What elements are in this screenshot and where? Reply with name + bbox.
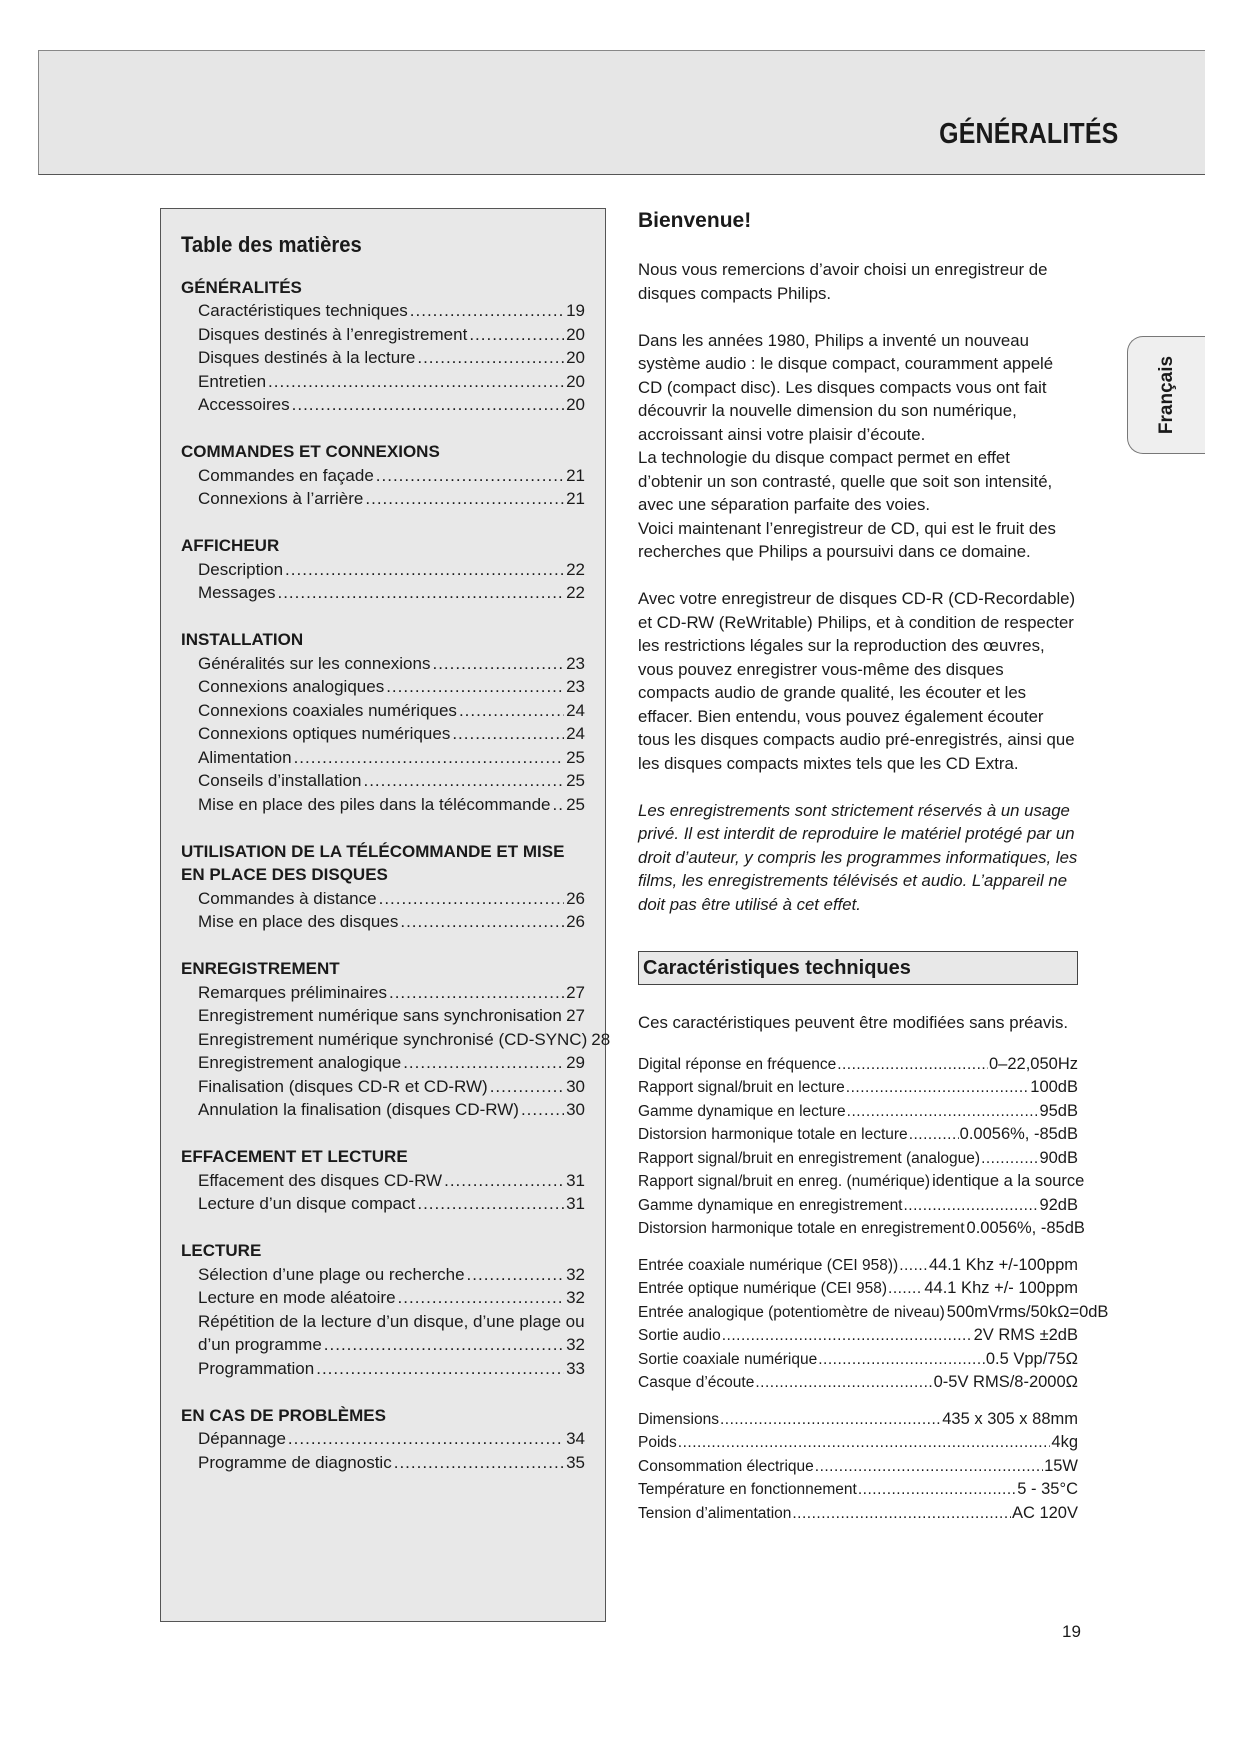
toc-entry-label: Généralités sur les connexions (198, 653, 431, 673)
toc-entry (181, 981, 585, 1005)
spec-leader (755, 1371, 932, 1395)
language-tab-label: Français (1155, 355, 1177, 435)
toc-entry (181, 1451, 585, 1475)
welcome-paragraph (638, 587, 1078, 775)
toc-entry (181, 1357, 585, 1381)
toc-entry-label: Enregistrement analogique (198, 1053, 402, 1072)
toc-entry (181, 1427, 585, 1451)
toc-entry-page: 21 (566, 489, 585, 508)
spec-value: 435 x 305 x 88mm (942, 1409, 1078, 1428)
specs-list (638, 1053, 1109, 1526)
spec-leader (722, 1324, 973, 1348)
toc-entry (181, 581, 585, 605)
toc-leader (444, 1169, 564, 1193)
toc-entry (181, 699, 585, 723)
toc-entry-label: Commandes en façade (198, 465, 374, 485)
toc-leader (452, 722, 564, 746)
toc-entry-label: Entretien (198, 371, 267, 391)
toc-entry-label: Enregistrement numérique sans synchronisation (198, 1006, 562, 1025)
table-of-contents (160, 208, 611, 1622)
spec-leader (837, 1053, 988, 1077)
spec-leader (818, 1348, 985, 1372)
welcome-sentence: Avec votre enregistreur de disques CD-R (CD-Recordable) et CD-RW (ReWritable) Philips, et à condition de respecter les restrictions légales sur la reproduction des œuvres, vous pouvez enregistrer vous-même des disques compacts audio de grande qualité, les écouter et les effacer. Bien entendu, vous pouvez également écouter tous les disques compacts audio pré-enregistrés, ainsi que les disques compacts mixtes tels que les CD Extra. (638, 589, 1076, 773)
spec-value: 0.0056%, -85dB (959, 1125, 1078, 1143)
spec-leader (858, 1478, 1016, 1502)
welcome-text (638, 258, 1078, 775)
welcome-sentence: Nous vous remercions d’avoir choisi un enregistreur de disques compacts Philips. (638, 260, 1048, 303)
spec-row (638, 1478, 1078, 1502)
toc-leader (379, 887, 564, 911)
toc-section-heading: EFFACEMENT ET LECTURE (181, 1147, 408, 1166)
header-band (38, 50, 1205, 175)
toc-entry-label: Messages (198, 583, 276, 602)
toc-entry-page: 33 (566, 1358, 585, 1378)
spec-group (638, 1408, 1078, 1526)
toc-leader (398, 1286, 565, 1310)
spec-label: Tension d’alimentation (638, 1504, 792, 1522)
spec-value: AC 120V (1011, 1503, 1078, 1522)
toc-leader (400, 910, 564, 934)
spec-row (638, 1431, 1078, 1455)
toc-entry (181, 1004, 585, 1028)
toc-entry-page: 25 (566, 771, 585, 790)
toc-entry-label: Caractéristiques techniques (198, 301, 408, 320)
toc-entry-page: 26 (566, 912, 585, 931)
spec-leader (847, 1100, 1039, 1124)
spec-value: 0.5 Vpp/75Ω (985, 1349, 1078, 1368)
toc-entry-label: Programme de diagnostic (198, 1452, 392, 1472)
toc-entry-label: Connexions à l’arrière (198, 489, 364, 508)
welcome-heading: Bienvenue! (638, 209, 752, 232)
spec-leader (904, 1194, 1039, 1218)
welcome-paragraph (638, 329, 1078, 564)
toc-entry-page: 30 (566, 1076, 585, 1096)
spec-value: 15W (1044, 1456, 1078, 1475)
spec-row (638, 1194, 1078, 1218)
toc-section-heading: LECTURE (181, 1241, 262, 1260)
toc-entry (181, 1051, 585, 1075)
spec-label: Gamme dynamique en enregistrement (638, 1196, 903, 1214)
spec-leader (909, 1123, 959, 1147)
toc-entry-label: Disques destinés à l’enregistrement (198, 324, 468, 344)
toc-leader (490, 1075, 564, 1099)
page-title: GÉNÉRALITÉS (938, 118, 1118, 150)
spec-row (638, 1502, 1078, 1526)
toc-entry (181, 299, 585, 323)
toc-entry (181, 323, 585, 347)
toc-entry (181, 1098, 585, 1122)
toc-entry-label: Connexions analogiques (198, 677, 385, 696)
spec-group (638, 1254, 1109, 1395)
toc-leader (467, 1263, 565, 1287)
toc-leader (288, 1427, 564, 1451)
toc-entry-page: 31 (566, 1170, 585, 1190)
toc-entry-label: Finalisation (disques CD-R et CD-RW) (198, 1076, 488, 1096)
spec-label: Distorsion harmonique totale en lecture (638, 1126, 908, 1143)
toc-entry-label: Lecture en mode aléatoire (198, 1288, 396, 1307)
spec-row (638, 1100, 1078, 1124)
toc-entry-page: 34 (566, 1429, 585, 1448)
toc-entry (181, 370, 585, 394)
spec-leader (846, 1076, 1029, 1100)
toc-sections (181, 276, 611, 1475)
toc-entry-page: 20 (566, 395, 585, 414)
spec-group (638, 1053, 1085, 1241)
toc-entry (181, 793, 585, 817)
toc-entry-page: 32 (566, 1288, 585, 1307)
toc-section (181, 957, 611, 1122)
toc-section (181, 440, 585, 511)
welcome-sentence: La technologie du disque compact permet en effet d’obtenir un son contrasté, quelle que soit son intensité, avec une séparation parfaite des voies. (638, 448, 1053, 514)
toc-entry-label: Conseils d’installation (198, 771, 362, 790)
spec-row (638, 1277, 1078, 1301)
toc-entry-page: 30 (566, 1100, 585, 1119)
toc-leader (316, 1357, 564, 1381)
welcome-sentence: Voici maintenant l’enregistreur de CD, qui est le fruit des recherches que Philips a poursuivi dans ce domaine. (638, 518, 1056, 561)
spec-leader (720, 1408, 941, 1432)
spec-value: 44.1 Khz +/-100ppm (928, 1255, 1078, 1274)
spec-value: 95dB (1039, 1101, 1078, 1120)
spec-value: 0.0056%, -85dB (966, 1219, 1085, 1237)
toc-section-heading: UTILISATION DE LA TÉLÉCOMMANDE ET MISE EN PLACE DES DISQUES (181, 841, 565, 884)
toc-entry-line (198, 1310, 585, 1334)
toc-leader (410, 299, 564, 323)
toc-entry (181, 769, 585, 793)
toc-leader (277, 581, 564, 605)
toc-entry-page: 20 (566, 348, 585, 367)
spec-row (638, 1348, 1078, 1372)
toc-entry-label: Connexions coaxiales numériques (198, 700, 457, 720)
toc-entry (181, 675, 585, 699)
spec-row (638, 1170, 1085, 1194)
toc-leader (285, 558, 564, 582)
spec-label: Rapport signal/bruit en enregistrement (analogue) (638, 1149, 981, 1167)
spec-value: 4kg (1051, 1433, 1078, 1451)
welcome-sentence: Dans les années 1980, Philips a inventé un nouveau système audio : le disque compact, couramment appelé CD (compact disc). Les disques compacts vous ont fait découvrir la nouvelle dimension du son numérique, accroissant ainsi votre plaisir d’écoute. (638, 330, 1054, 444)
toc-entry-label: Commandes à distance (198, 888, 377, 908)
toc-entry-label: Mise en place des disques (198, 912, 399, 931)
toc-entry-page: 21 (566, 465, 585, 485)
spec-label: Digital réponse en fréquence (638, 1055, 837, 1073)
toc-section (181, 1239, 585, 1380)
toc-entry-label: Annulation la finalisation (disques CD-RW) (198, 1100, 519, 1119)
toc-entry (181, 1286, 585, 1310)
toc-leader (386, 675, 564, 699)
toc-entry (181, 1192, 585, 1216)
spec-leader (815, 1455, 1043, 1479)
spec-row (638, 1123, 1078, 1147)
toc-section-heading: EN CAS DE PROBLÈMES (181, 1405, 386, 1425)
toc-leader (376, 464, 564, 488)
spec-value: 0–22,050Hz (989, 1054, 1078, 1073)
toc-entry-page: 27 (566, 1006, 585, 1025)
toc-leader (469, 323, 564, 347)
spec-row (638, 1147, 1078, 1171)
toc-entry-page: 25 (566, 747, 585, 767)
toc-entry (181, 1169, 585, 1193)
toc-entry (181, 1310, 585, 1357)
toc-section (181, 534, 585, 605)
toc-entry-page: 22 (566, 559, 585, 579)
toc-entry (181, 1263, 585, 1287)
toc-entry-label: Remarques préliminaires (198, 982, 387, 1002)
toc-entry-label: Accessoires (198, 395, 290, 414)
toc-entry-label: Répétition de la lecture d’un disque, d’une plage ou (198, 1311, 585, 1331)
spec-value: 90dB (1039, 1148, 1078, 1167)
toc-section-heading: COMMANDES ET CONNEXIONS (181, 442, 440, 461)
toc-entry (181, 558, 585, 582)
spec-value: 92dB (1039, 1195, 1078, 1214)
spec-leader (678, 1431, 1051, 1455)
spec-leader (899, 1254, 928, 1278)
specs-heading: Caractéristiques techniques (638, 951, 1078, 985)
spec-label: Poids (638, 1434, 677, 1451)
toc-leader (459, 699, 564, 723)
toc-entry (181, 1028, 611, 1052)
spec-value: 44.1 Khz +/- 100ppm (924, 1279, 1078, 1297)
spec-label: Distorsion harmonique totale en enregistrement (638, 1220, 965, 1237)
toc-leader (365, 487, 564, 511)
toc-entry (181, 722, 585, 746)
toc-entry-page: 24 (566, 700, 585, 720)
toc-entry (181, 346, 585, 370)
toc-entry-label: Dépannage (198, 1429, 286, 1448)
toc-entry-page: 20 (566, 371, 585, 391)
toc-entry-page: 27 (566, 982, 585, 1002)
spec-row (638, 1053, 1078, 1077)
toc-entry-label: Disques destinés à la lecture (198, 348, 416, 367)
spec-value: 2V RMS ±2dB (973, 1326, 1078, 1344)
spec-label: Entrée analogique (potentiomètre de niveau) (638, 1303, 945, 1321)
toc-section (181, 1404, 585, 1475)
copyright-notice: Les enregistrements sont strictement réservés à un usage privé. Il est interdit de reproduire le matériel protégé par un droit d’auteur, y compris les programmes informatiques, les films, les enregistrements télévisés et audio. L’appareil ne doit pas être utilisé à cet effet. (638, 800, 1078, 914)
welcome-paragraph (638, 258, 1078, 305)
toc-entry-label: Sélection d’une plage ou recherche (198, 1264, 465, 1284)
toc-entry-page: 31 (566, 1194, 585, 1213)
toc-leader (417, 346, 564, 370)
spec-row (638, 1076, 1078, 1100)
toc-section (181, 628, 585, 816)
toc-leader (363, 769, 564, 793)
toc-entry-page: 26 (566, 888, 585, 908)
spec-row (638, 1254, 1078, 1278)
toc-leader (389, 981, 564, 1005)
spec-value: identique a la source (932, 1172, 1085, 1190)
spec-leader (888, 1277, 923, 1301)
toc-entry-page: 29 (566, 1053, 585, 1072)
spec-label: Casque d’écoute (638, 1374, 755, 1391)
toc-entry-page: 35 (566, 1452, 585, 1472)
toc-leader (521, 1098, 564, 1122)
spec-label: Dimensions (638, 1410, 719, 1428)
toc-entry-page: 25 (566, 794, 585, 814)
spec-label: Entrée optique numérique (CEI 958) (638, 1280, 888, 1297)
spec-label: Rapport signal/bruit en lecture (638, 1079, 845, 1096)
toc-entry-label: Mise en place des piles dans la télécommande (198, 794, 551, 814)
spec-value: 500mVrms/50kΩ=0dB (946, 1302, 1109, 1321)
page-number: 19 (1062, 1622, 1081, 1641)
toc-leader (268, 370, 564, 394)
toc-section-heading: GÉNÉRALITÉS (181, 277, 302, 297)
toc-section-heading: ENREGISTREMENT (181, 959, 340, 978)
toc-entry-page: 24 (566, 724, 585, 743)
toc-entry-label: Description (198, 559, 284, 579)
toc-entry-page: 32 (566, 1264, 585, 1284)
toc-entry (181, 1075, 585, 1099)
toc-entry-line (198, 1333, 585, 1357)
toc-entry-page: 23 (566, 677, 585, 696)
spec-leader (792, 1502, 1011, 1526)
toc-leader (324, 1333, 564, 1357)
spec-label: Sortie audio (638, 1327, 721, 1344)
spec-label: Rapport signal/bruit en enreg. (numérique) (638, 1173, 931, 1190)
toc-section-heading: INSTALLATION (181, 630, 304, 649)
spec-row (638, 1301, 1109, 1325)
toc-entry (181, 393, 585, 417)
toc-section (181, 840, 585, 934)
toc-entry-page: 28 (591, 1029, 611, 1049)
toc-leader (432, 652, 564, 676)
toc-entry (181, 487, 585, 511)
toc-content (181, 223, 611, 1498)
toc-entry (181, 887, 585, 911)
spec-label: Consommation électrique (638, 1457, 814, 1475)
toc-entry (181, 910, 585, 934)
spec-leader (981, 1147, 1038, 1171)
toc-entry-label: Effacement des disques CD-RW (198, 1170, 443, 1190)
spec-row (638, 1324, 1078, 1348)
toc-entry-label: Lecture d’un disque compact (198, 1194, 416, 1213)
toc-leader (292, 393, 564, 417)
spec-label: Entrée coaxiale numérique (CEI 958)) (638, 1256, 899, 1274)
toc-entry-page: 20 (566, 324, 585, 344)
toc-entry-label: Programmation (198, 1358, 315, 1378)
spec-label: Gamme dynamique en lecture (638, 1102, 846, 1120)
toc-entry-page: 22 (566, 583, 585, 602)
toc-leader (294, 746, 565, 770)
toc-section-heading: AFFICHEUR (181, 536, 280, 555)
toc-entry-label: Alimentation (198, 747, 292, 767)
spec-row (638, 1371, 1078, 1395)
spec-value: 0-5V RMS/8-2000Ω (933, 1373, 1078, 1391)
toc-section (181, 1145, 585, 1216)
toc-entry-label: Enregistrement numérique synchronisé (CD-SYNC) (198, 1029, 588, 1049)
toc-leader (552, 793, 564, 817)
toc-section (181, 276, 585, 417)
spec-row (638, 1217, 1085, 1241)
right-column (638, 208, 1109, 1538)
toc-entry (181, 652, 585, 676)
spec-row (638, 1408, 1078, 1432)
language-tab (1127, 336, 1205, 454)
toc-entry (181, 464, 585, 488)
spec-value: 5 - 35°C (1017, 1480, 1078, 1498)
spec-label: Température en fonctionnement (638, 1481, 857, 1498)
toc-leader (394, 1451, 564, 1475)
toc-leader (403, 1051, 564, 1075)
spec-value: 100dB (1030, 1078, 1078, 1096)
toc-entry (181, 746, 585, 770)
toc-entry-label: Connexions optiques numériques (198, 724, 451, 743)
specs-intro: Ces caractéristiques peuvent être modifiées sans préavis. (638, 1013, 1068, 1032)
spec-label: Sortie coaxiale numérique (638, 1350, 818, 1368)
toc-entry-page: 32 (566, 1335, 585, 1354)
spec-row (638, 1455, 1078, 1479)
toc-entry-page: 19 (566, 301, 585, 320)
toc-entry-label: d’un programme (198, 1335, 322, 1354)
toc-title: Table des matières (181, 232, 362, 257)
toc-entry-page: 23 (566, 653, 585, 673)
toc-leader (417, 1192, 564, 1216)
